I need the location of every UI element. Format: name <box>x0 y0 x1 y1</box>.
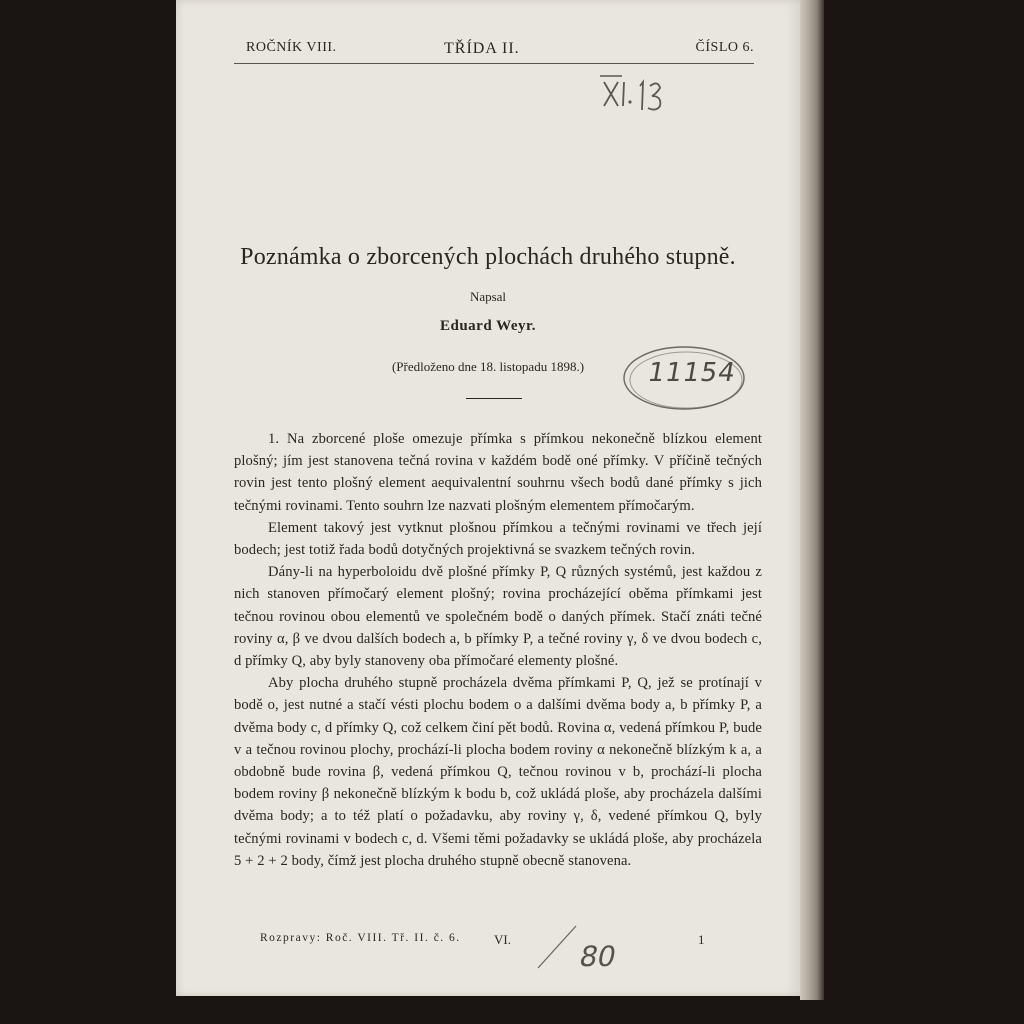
handwritten-top-mark-drawing <box>596 72 676 116</box>
circled-number-text: 11154 <box>645 358 739 388</box>
paragraph-3: Dány-li na hyperboloidu dvě plošné přímky P, Q různých systémů, jest každou z nich stanoven přímočarý element plošný; rovina procházející oběma přímkami jest tečnou rovinou obou elementů ve společném bodě o daných přímek. Stačí znáti tečné roviny α, β ve dvou dalších bodech a, b přímky P, a tečné roviny γ, δ ve dvou bodech c, d přímky Q, aby byly stanoveny oba přímočaré elementy plošné. <box>234 564 762 670</box>
page-edge-shadow <box>800 0 824 1000</box>
running-header <box>234 40 754 62</box>
header-rule <box>234 63 754 64</box>
issue-number-label: ČÍSLO 6. <box>695 40 754 55</box>
title-separator <box>466 398 522 399</box>
paragraph-1: 1. Na zborcené ploše omezuje přímka s přímkou nekonečně blízkou element plošný; jím jest stanovena tečná rovina v každém bodě oné přímky. V příčině tečných rovin jest tento plošný element aequivalentní souhrnu všech bodů dané přímky s jich tečnými rovinami. Tento souhrn lze nazvati plošným elementem přímočarým. <box>234 431 762 514</box>
page-footer <box>176 932 800 952</box>
paragraph-4: Aby plocha druhého stupně procházela dvěma přímkami P, Q, jež se protínají v bodě o, jest nutné a stačí vésti plochu bodem o a dalšími dvěma body a, b přímky P, a dvěma body c, d přímky Q, což celkem činí pět bodů. Rovina α, vedená přímkou P, bude v a tečnou rovinou plochy, prochází-li plocha bodem roviny α nekonečně blízkým k a, a obdobně bude rovina β, vedená přímkou Q, tečnou rovinou v b, prochází-li plocha bodem roviny β nekonečně blízkým k bodu b, což ukládá ploše, aby procházela dalšími dvěma body; a to též platí o požadavku, aby roviny γ, δ, vedené přímkou Q, byly tečnými rovinami v bodech c, d. Všemi těmi požadavky se ukládá ploše, aby procházela 5 + 2 + 2 body, čímž jest plocha druhého stupně obecně stanovena. <box>234 675 762 869</box>
sheet-signature: VI. <box>494 932 511 947</box>
bottom-mark-text: 80 <box>576 940 620 973</box>
paragraph-2: Element takový jest vytknut plošnou přímkou a tečnými rovinami ve třech její bodech; jest totiž řada bodů dotyčných projektivná se svazkem tečných rovin. <box>234 519 762 559</box>
submission-date: (Předloženo dne 18. listopadu 1898.) <box>391 359 585 374</box>
handwritten-bottom-mark <box>536 918 646 993</box>
handwritten-top-mark <box>596 72 676 121</box>
class-label: TŘÍDA II. <box>444 40 520 57</box>
page-number: 1 <box>698 932 705 947</box>
byline-label: Napsal <box>469 289 507 304</box>
document-page <box>176 0 800 996</box>
article-title: Poznámka o zborcených plochách druhého stupně. <box>240 244 736 270</box>
volume-label: ROČNÍK VIII. <box>246 40 337 55</box>
journal-citation: Rozpravy: Roč. VIII. Tř. II. č. 6. <box>260 932 461 944</box>
handwritten-circled-number <box>620 340 750 421</box>
article-body <box>234 428 762 872</box>
author-name: Eduard Weyr. <box>439 318 537 334</box>
